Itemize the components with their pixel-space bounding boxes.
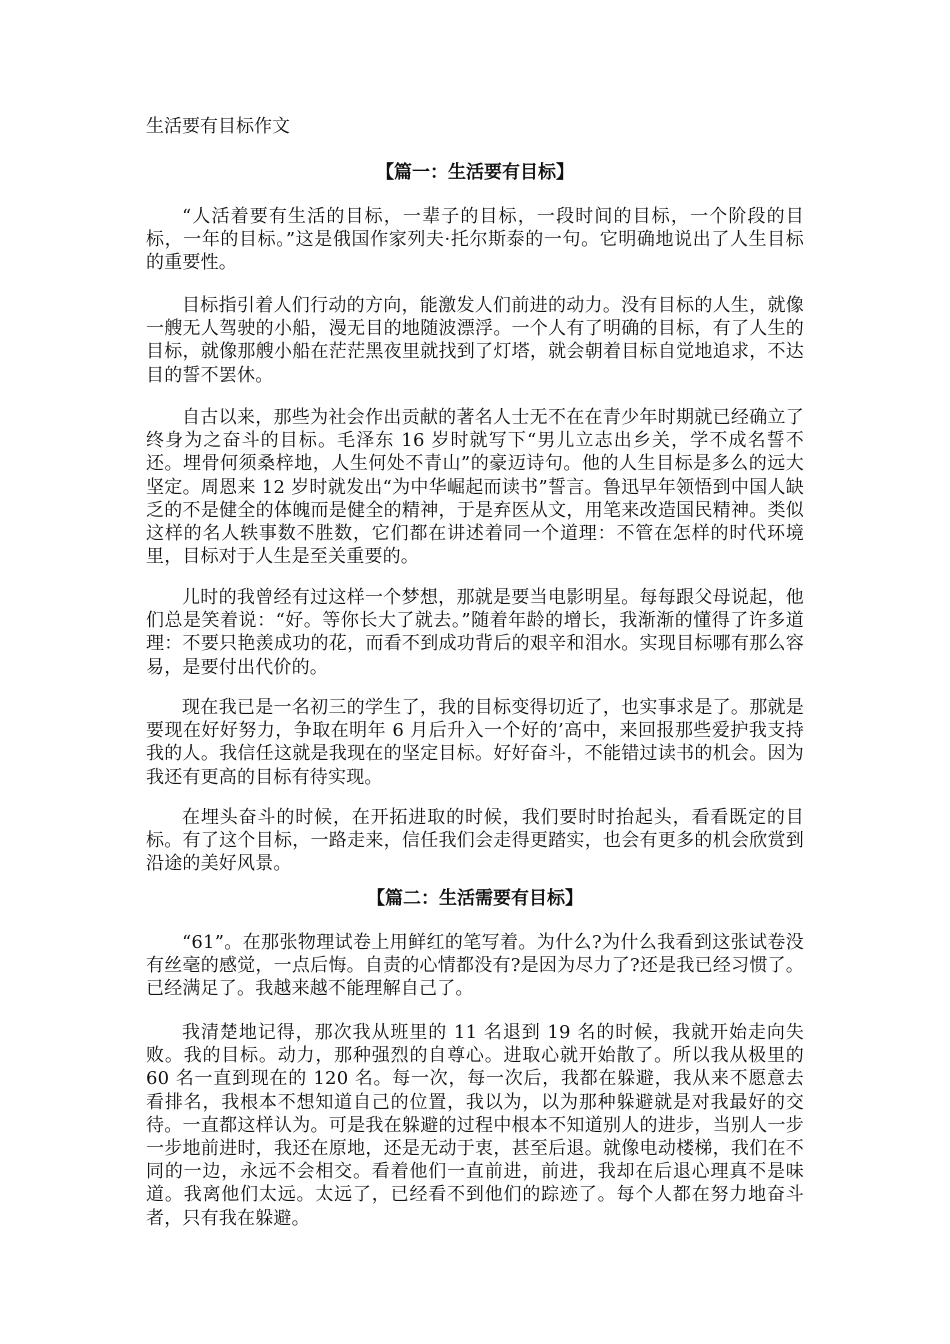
section-2-heading: 【篇二：生活需要有目标】: [367, 888, 583, 909]
section-2-paragraph-2: 我清楚地记得，那次我从班里的 11 名退到 19 名的时候，我就开始走向失败。我的目标。动力，那种强烈的自尊心。进取心就开始散了。所以我从极里的 60 名一直到现在的 120 名。每一次，每一次后，我都在躲避，我从来不愿意去看排名，我根本不想知道自己的位置，我以为，以为那种躲避就是对我最好的交待。一直都这样认为。可是我在躲避的过程中根本不知道别人的进步，当别人一步一步地前进时，我还在原地，还是无动于衷，甚至后退。就像电动楼梯，我们在不同的一边，永远不会相交。看着他们一直前进，前进，我却在后退心理真不是味道。我离他们太远。太远了，已经看不到他们的踪迹了。每个人都在努力地奋斗者，只有我在躲避。: [146, 1022, 804, 1229]
section-1-paragraph-4: 儿时的我曾经有过这样一个梦想，那就是要当电影明星。每每跟父母说起，他们总是笑着说：“好。等你长大了就去。”随着年龄的增长，我渐渐的懂得了许多道理：不要只艳羡成功的花，而看不到成功背后的艰辛和泪水。实现目标哪有那么容易，是要付出代价的。: [146, 587, 804, 678]
section-2-paragraph-1: “61”。在那张物理试卷上用鲜红的笔写着。为什么?为什么我看到这张试卷没有丝毫的感觉，一点后悔。自责的心情都没有?是因为尽力了?还是我已经习惯了。已经满足了。我越来越不能理解自己了。: [146, 932, 804, 1000]
section-1-paragraph-5: 现在我已是一名初三的学生了，我的目标变得切近了，也实事求是了。那就是要现在好好努力，争取在明年 6 月后升入一个好的’高中，来回报那些爱护我支持我的人。我信任这就是我现在的坚定目标。好好奋斗，不能错过读书的机会。因为我还有更高的目标有待实现。: [146, 697, 804, 788]
section-1-paragraph-3: 自古以来，那些为社会作出贡献的著名人士无不在在青少年时期就已经确立了终身为之奋斗的目标。毛泽东 16 岁时就写下“男儿立志出乡关，学不成名誓不还。埋骨何须桑梓地，人生何处不青山”的豪迈诗句。他的人生目标是多么的远大坚定。周恩来 12 岁时就发出“为中华崛起而读书”誓言。鲁迅早年领悟到中国人缺乏的不是健全的体魄而是健全的精神，于是弃医从文，用笔来改造国民精神。类似这样的名人轶事数不胜数，它们都在讲述着同一个道理：不管在怎样的时代环境里，目标对于人生是至关重要的。: [146, 407, 804, 568]
document-title: 生活要有目标作文: [146, 116, 290, 137]
section-1-paragraph-6: 在埋头奋斗的时候，在开拓进取的时候，我们要时时抬起头，看看既定的目标。有了这个目标，一路走来，信任我们会走得更踏实，也会有更多的机会欣赏到沿途的美好风景。: [146, 807, 804, 875]
section-1-paragraph-1: “人活着要有生活的目标，一辈子的目标，一段时间的目标，一个阶段的目标，一年的目标。”这是俄国作家列夫·托尔斯泰的一句。它明确地说出了人生目标的重要性。: [146, 206, 804, 274]
section-1-paragraph-2: 目标指引着人们行动的方向，能激发人们前进的动力。没有目标的人生，就像一艘无人驾驶的小船，漫无目的地随波漂浮。一个人有了明确的目标，有了人生的目标，就像那艘小船在茫茫黑夜里就找到了灯塔，就会朝着目标自觉地追求，不达目的誓不罢休。: [146, 295, 804, 386]
section-1-heading: 【篇一：生活要有目标】: [376, 162, 574, 183]
